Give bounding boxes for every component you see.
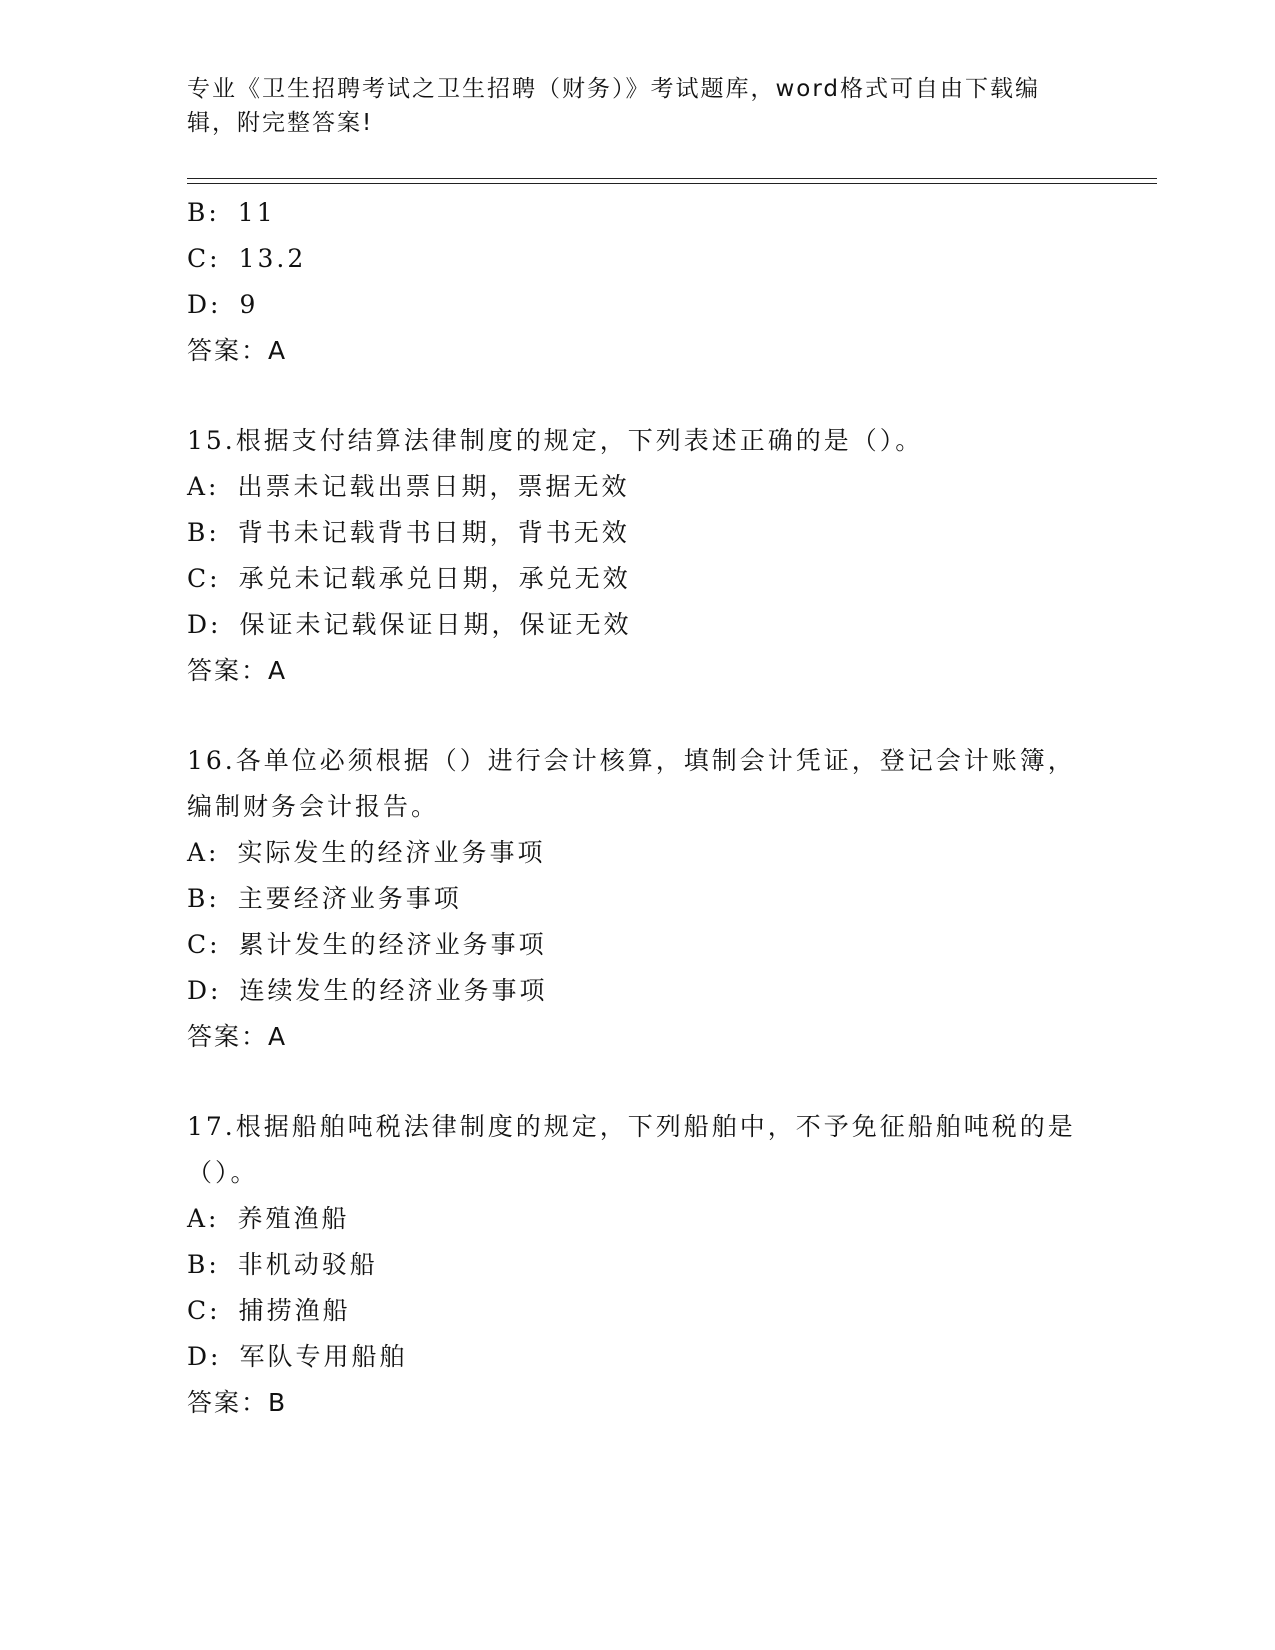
- answer: 答案：A: [187, 336, 288, 365]
- option-c: C: 承兑未记载承兑日期，承兑无效: [187, 564, 631, 593]
- question-stem: 15.根据支付结算法律制度的规定，下列表述正确的是（）。: [187, 426, 924, 455]
- option-a: A: 实际发生的经济业务事项: [187, 838, 546, 867]
- option-d: D: 保证未记载保证日期，保证无效: [187, 610, 632, 639]
- question-14-partial: [187, 190, 1087, 374]
- question-16: [187, 738, 1087, 1060]
- option-d: D: 9: [187, 290, 259, 319]
- option-c: C: 13.2: [187, 244, 307, 273]
- option-b: B: 11: [187, 198, 276, 227]
- answer: 答案：B: [187, 1388, 288, 1417]
- document-body: [187, 190, 1087, 1426]
- option-d: D: 连续发生的经济业务事项: [187, 976, 548, 1005]
- question-15: [187, 418, 1087, 694]
- option-a: A: 养殖渔船: [187, 1204, 350, 1233]
- option-a: A: 出票未记载出票日期，票据无效: [187, 472, 630, 501]
- question-17: [187, 1104, 1087, 1426]
- option-b: B: 主要经济业务事项: [187, 884, 462, 913]
- question-stem: 17.根据船舶吨税法律制度的规定，下列船舶中，不予免征船舶吨税的是（）。: [187, 1112, 1076, 1187]
- page-header: 专业《卫生招聘考试之卫生招聘（财务）》考试题库，word格式可自由下载编辑，附完整答案!: [187, 76, 1041, 136]
- header-divider-bottom: [187, 183, 1157, 184]
- option-c: C: 累计发生的经济业务事项: [187, 930, 547, 959]
- option-d: D: 军队专用船舶: [187, 1342, 408, 1371]
- answer: 答案：A: [187, 656, 288, 685]
- option-c: C: 捕捞渔船: [187, 1296, 351, 1325]
- question-stem: 16.各单位必须根据（）进行会计核算，填制会计凭证，登记会计账簿，编制财务会计报告。: [187, 746, 1076, 821]
- option-b: B: 非机动驳船: [187, 1250, 378, 1279]
- option-b: B: 背书未记载背书日期，背书无效: [187, 518, 630, 547]
- answer: 答案：A: [187, 1022, 288, 1051]
- header-divider-top: [187, 178, 1157, 179]
